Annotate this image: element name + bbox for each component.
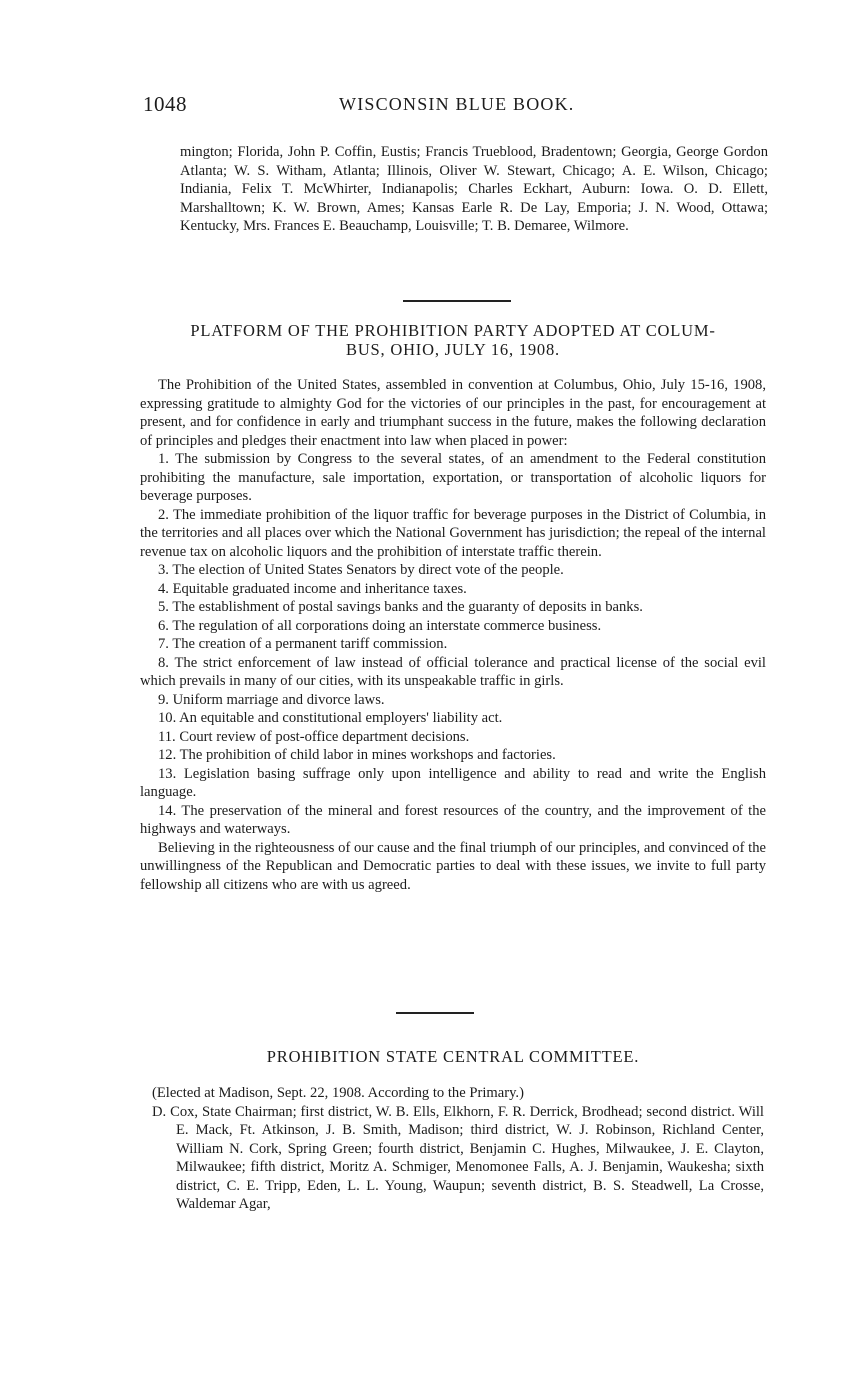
section-divider <box>396 1012 474 1014</box>
platform-item: 1. The submission by Congress to the several states, of an amendment to the Federal constitution prohibiting the manufacture, sale importation, exportation, or transportation of alcoholic liquors for beverage purposes. <box>140 451 766 504</box>
platform-item: 5. The establishment of postal savings banks and the guaranty of deposits in banks. <box>158 599 643 615</box>
platform-heading <box>140 321 766 359</box>
platform-body <box>140 376 766 894</box>
platform-item: 12. The prohibition of child labor in mines workshops and factories. <box>158 747 556 763</box>
platform-preamble: The Prohibition of the United States, assembled in convention at Columbus, Ohio, July 15-16, 1908, expressing gratitude to almighty God for the victories of our principles in the past, for encouragement at present, and for confidence in early and triumphant success in the future, makes the following declaration of principles and pledges their enactment into law when placed in power: <box>140 377 766 449</box>
platform-item: 6. The regulation of all corporations doing an interstate commerce business. <box>158 617 602 634</box>
page-header <box>143 92 763 120</box>
platform-item: 8. The strict enforcement of law instead of official tolerance and practical license of the social evil which prevails in many of our cities, with its unspeakable traffic in girls. <box>140 654 766 689</box>
platform-item: 9. Uniform marriage and divorce laws. <box>158 691 385 708</box>
platform-item: 13. Legislation basing suffrage only upon intelligence and ability to read and write the English language. <box>140 765 766 800</box>
platform-item: 11. Court review of post-office department decisions. <box>158 728 470 745</box>
platform-closing: Believing in the righteousness of our cause and the final triumph of our principles, and convinced of the unwillingness of the Republican and Democratic parties to deal with these issues, we invite to full party fellowship all citizens who are with us agreed. <box>140 839 766 893</box>
intro-paragraph: mington; Florida, John P. Coffin, Eustis; Francis Trueblood, Bradentown; Georgia, George Gordon Atlanta; W. S. Witham, Atlanta; Illinois, Oliver W. Stewart, Chicago; A. E. Wilson, Chicago; Indiania, Felix T. McWhirter, Indianapolis; Charles Eckhart, Auburn: Iowa. O. D. Ellett, Marshalltown; K. W. Brown, Ames; Kansas Earle R. De Lay, Emporia; J. N. Wood, Ottawa; Kentucky, Mrs. Frances E. Beauchamp, Louisville; T. B. Demaree, Wilmore. <box>180 144 768 234</box>
committee-body <box>152 1084 764 1214</box>
platform-item: 10. An equitable and constitutional employers' liability act. <box>158 710 503 726</box>
platform-item: 4. Equitable graduated income and inheritance taxes. <box>158 580 467 597</box>
platform-heading-line1: PLATFORM OF THE PROHIBITION PARTY ADOPTED AT COLUM- <box>190 321 716 340</box>
platform-heading-line2: BUS, OHIO, JULY 16, 1908. <box>346 340 560 359</box>
page-number: 1048 <box>143 92 187 116</box>
committee-elected-note: (Elected at Madison, Sept. 22, 1908. According to the Primary.) <box>152 1085 524 1101</box>
section-divider <box>403 300 511 302</box>
running-title: WISCONSIN BLUE BOOK. <box>339 94 575 114</box>
platform-item: 14. The preservation of the mineral and forest resources of the country, and the improvement of the highways and waterways. <box>140 802 766 837</box>
intro-continuation <box>180 143 768 236</box>
platform-item: 7. The creation of a permanent tariff commission. <box>158 636 448 652</box>
committee-heading <box>140 1047 766 1066</box>
committee-members: D. Cox, State Chairman; first district, W. B. Ells, Elkhorn, F. R. Derrick, Brodhead; second district. Will E. Mack, Ft. Atkinson, J. B. Smith, Madison; third district, W. J. Robinson, Richland Center, William N. Cork, Spring Green; fourth district, Benjamin C. Hughes, Milwaukee, J. E. Clayton, Milwaukee; fifth district, Moritz A. Schmiger, Menomonee Falls, A. J. Benjamin, Waukesha; sixth district, C. E. Tripp, Eden, L. L. Young, Waupun; seventh district, B. S. Steadwell, La Crosse, Waldemar Agar, <box>152 1103 764 1212</box>
platform-item: 2. The immediate prohibition of the liquor traffic for beverage purposes in the District of Columbia, in the territories and all places over which the National Government has jurisdiction; the repeal of the internal revenue tax on alcoholic liquors and the prohibition of interstate traffic therein. <box>140 506 766 560</box>
platform-item: 3. The election of United States Senators by direct vote of the people. <box>158 562 564 578</box>
committee-heading-text: PROHIBITION STATE CENTRAL COMMITTEE. <box>266 1047 640 1066</box>
